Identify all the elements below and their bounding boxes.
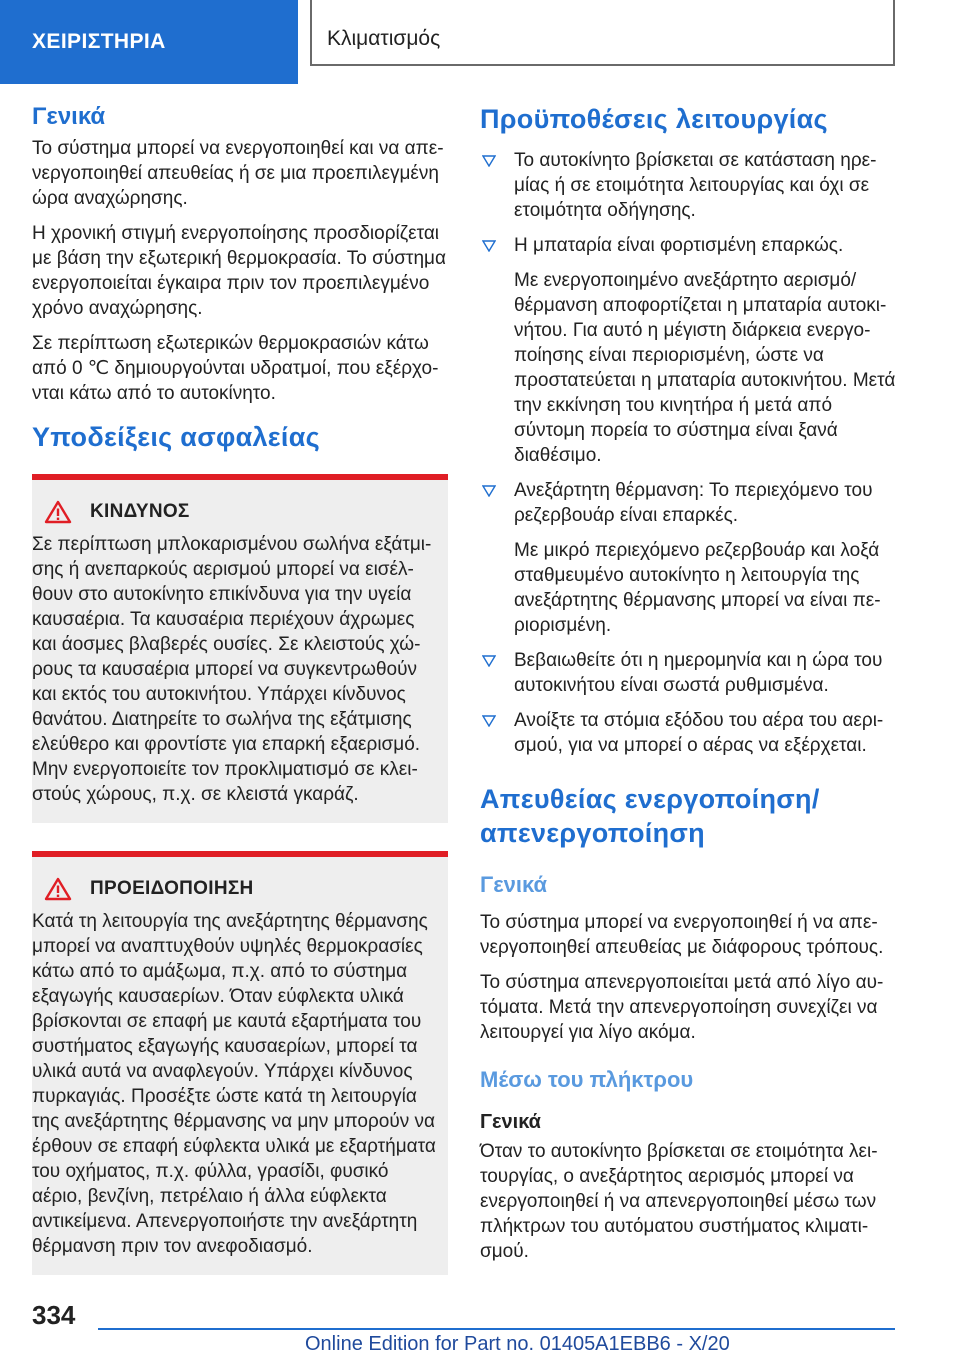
triangle-bullet-icon xyxy=(482,485,496,497)
right-column xyxy=(480,100,898,1274)
list-item: Ανοίξτε τα στόμια εξόδου του αέρα του αερισμού, για να μπορεί ο αέρας να εξέρχεται. xyxy=(480,708,898,758)
general-paragraph-1: Το σύστημα μπορεί να ενεργοποιηθεί και να απενεργοποιηθεί απευθείας ή σε μια προεπιλεγμένη ώρα αναχώρησης. xyxy=(32,138,444,209)
danger-box xyxy=(32,474,448,823)
warning-box xyxy=(32,851,448,1275)
prerequisites-list-end xyxy=(480,648,898,758)
page-number: 334 xyxy=(32,1300,76,1330)
triangle-bullet-icon xyxy=(482,655,496,667)
button-subheading: Γενικά xyxy=(480,1111,541,1133)
warning-triangle-icon xyxy=(44,877,72,901)
list-item: Ανεξάρτητη θέρμανση: Το περιεχόμενο του ρεζερβουάρ είναι επαρκές. xyxy=(480,478,898,528)
list-item: Το αυτοκίνητο βρίσκεται σε κατάσταση ηρεμίας ή σε ετοιμότητα λειτουργίας και όχι σε ετοιμότητα οδήγησης. xyxy=(480,148,898,223)
warning-title: ΠΡΟΕΙΔΟΠΟΙΗΣΗ xyxy=(90,878,254,899)
direct-activation-heading: Απευθείας ενεργοποίηση/ απενεργοποίηση xyxy=(480,784,820,848)
triangle-bullet-icon xyxy=(482,715,496,727)
button-paragraph: Όταν το αυτοκίνητο βρίσκεται σε ετοιμότητα λειτουργίας, ο ανεξάρτητος αερισμός μπορεί να ενεργοποιηθεί ή να απενεργοποιηθεί μέσω των πλήκτρων του αυτόματου συστήματος κλιματισμού. xyxy=(480,1141,878,1262)
safety-heading: Υποδείξεις ασφαλείας xyxy=(32,422,320,452)
general-heading: Γενικά xyxy=(32,103,106,130)
danger-text: Σε περίπτωση μπλοκαρισμένου σωλήνα εξάτμισης ή ανεπαρκούς αερισμού μπορεί να εισέλθουν στο αυτοκίνητο επικίνδυνα για την υγεία καυσαέρια. Τα καυσαέρια περιέχουν άχρωμες και άοσμες βλαβερές ουσίες. Σε κλειστούς χώρους τα καυσαέρια μπορεί να συγκεντρωθούν και εκτός του αυτοκινήτου. Υπάρχει κίνδυνος θανάτου. Διατηρείτε το σωλήνα της εξάτμισης ελεύθερο και φροντίστε για επαρκή εξαερισμό. Μην ενεργοποιείτε τον προκλιματισμό σε κλειστούς χώρους, π.χ. σε κλειστά γκαράζ. xyxy=(32,534,432,805)
triangle-bullet-icon xyxy=(482,240,496,252)
prerequisites-list-cont xyxy=(480,478,898,528)
battery-note: Με ενεργοποιημένο ανεξάρτητο αερισμό/ θέρμανση αποφορτίζεται η μπαταρία αυτοκινήτου. Για αυτό η μέγιστη διάρκεια ενεργοποίησης είναι περιορισμένη, ώστε να προστατεύεται η μπαταρία αυτοκινήτου. Μετά την εκκίνηση του κινητήρα ή μετά από σύντομη πορεία το σύστημα είναι ξανά διαθέσιμο. xyxy=(514,270,896,466)
general2-paragraph-2: Το σύστημα απενεργοποιείται μετά από λίγο αυτόματα. Μετά την απενεργοποίηση συνεχίζει να λειτουργεί για λίγο ακόμα. xyxy=(480,972,884,1043)
edition-footer: Online Edition for Part no. 01405A1EBB6 - X/20 xyxy=(305,1333,730,1355)
button-heading: Μέσω του πλήκτρου xyxy=(480,1067,694,1092)
prerequisites-heading: Προϋποθέσεις λειτουργίας xyxy=(480,104,828,134)
chapter-tab-label: ΧΕΙΡΙΣΤΗΡΙΑ xyxy=(32,30,166,53)
danger-title: ΚΙΝΔΥΝΟΣ xyxy=(90,501,190,522)
prerequisites-list xyxy=(480,148,898,258)
warning-text: Κατά τη λειτουργία της ανεξάρτητης θέρμανσης μπορεί να αναπτυχθούν υψηλές θερμοκρασίες κάτω από το αμάξωμα, π.χ. από το σύστημα εξαγωγής καυσαερίων. Όταν εύφλεκτα υλικά βρίσκονται σε επαφή με καυτά εξαρτήματα του συστήματος εξαγωγής καυσαερίων, μπορεί τα υλικά αυτά να αναφλεγούν. Υπάρχει κίνδυνος πυρκαγιάς. Προσέξτε ώστε κατά τη λειτουργία της ανεξάρτητης θέρμανσης να μην μπορούν να έρθουν σε επαφή εύφλεκτα υλικά με εξαρτήματα του οχήματος, π.χ. φύλλα, γρασίδι, φυσικό αέριο, βενζίνη, πετρέλαιο ή άλλα εύφλεκτα αντικείμενα. Απενεργοποιήστε την ανεξάρτητη θέρμανση πριν τον ανεφοδιασμό. xyxy=(32,911,436,1257)
general2-paragraph-1: Το σύστημα μπορεί να ενεργοποιηθεί ή να απενεργοποιηθεί απευθείας με διάφορους τρόπους. xyxy=(480,912,884,958)
footer-divider xyxy=(98,1328,895,1330)
left-column xyxy=(32,100,450,1303)
list-item: Βεβαιωθείτε ότι η ημερομηνία και η ώρα του αυτοκινήτου είναι σωστά ρυθμισμένα. xyxy=(480,648,898,698)
triangle-bullet-icon xyxy=(482,155,496,167)
section-title-box xyxy=(310,0,895,66)
general2-heading: Γενικά xyxy=(480,872,548,897)
general-paragraph-2: Η χρονική στιγμή ενεργοποίησης προσδιορίζεται με βάση την εξωτερική θερμοκρασία. Το σύστημα ενεργοποιείται έγκαιρα πριν τον προεπιλεγμένο χρόνο αναχώρησης. xyxy=(32,223,446,319)
warning-triangle-icon xyxy=(44,500,72,524)
tank-note: Με μικρό περιεχόμενο ρεζερβουάρ και λοξά σταθμευμένο αυτοκίνητο η λειτουργία της ανεξάρτητης θέρμανσης μπορεί να είναι περιορισμένη. xyxy=(514,540,881,636)
chapter-tab xyxy=(0,0,298,84)
list-item: Η μπαταρία είναι φορτισμένη επαρκώς. xyxy=(480,233,898,258)
section-title: Κλιματισμός xyxy=(327,27,441,50)
general-paragraph-3: Σε περίπτωση εξωτερικών θερμοκρασιών κάτω από 0 ℃ δημιουργούνται υδρατμοί, που εξέρχονται κάτω από το αυτοκίνητο. xyxy=(32,333,439,404)
